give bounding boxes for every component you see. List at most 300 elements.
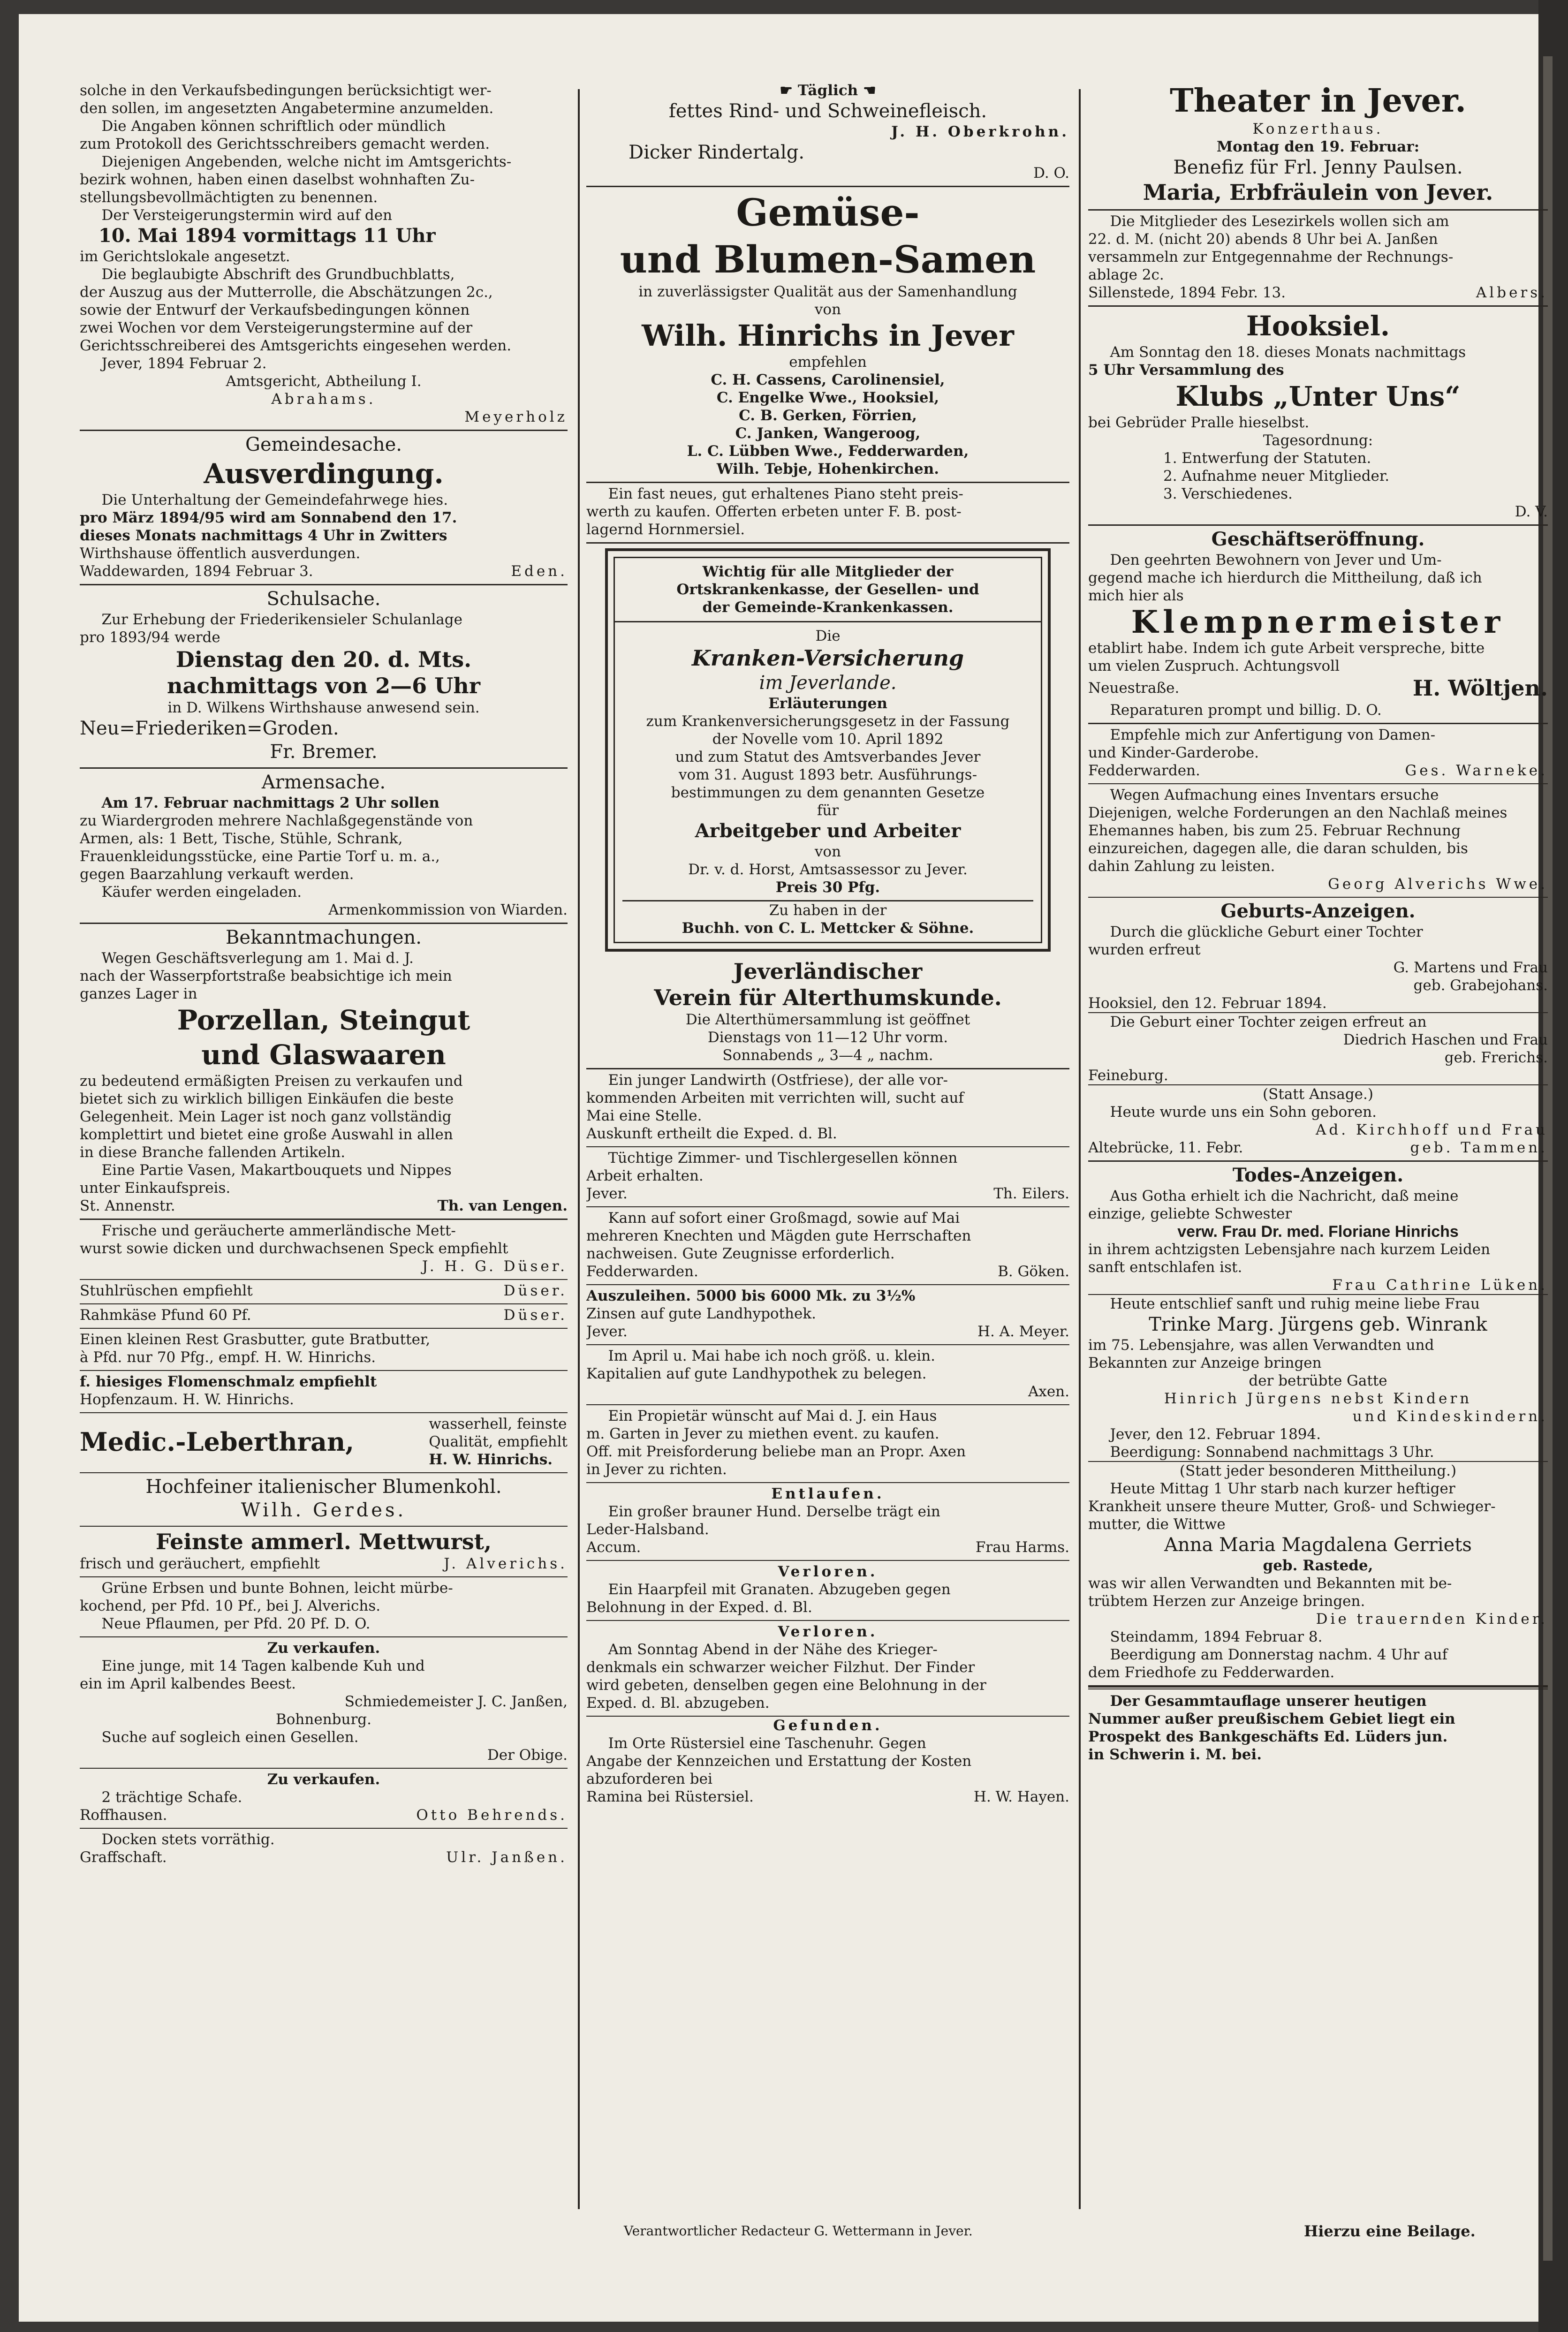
beilage-notice bbox=[1088, 1687, 1548, 1764]
ad-headline: und Blumen-Samen bbox=[620, 237, 1036, 281]
mettwurst-ad bbox=[80, 1220, 568, 1280]
text-line: in ihrem achtzigsten Lebensjahre nach kurzem Leiden bbox=[1088, 1241, 1491, 1258]
signature-place: Accum. bbox=[586, 1539, 641, 1556]
list-item: C. B. Gerken, Förrien, bbox=[739, 407, 917, 424]
inventar-ad bbox=[1088, 784, 1548, 898]
bookshop-name: Buchh. von C. L. Mettcker & Söhne. bbox=[682, 920, 974, 937]
text-line: Auszuleihen. 5000 bis 6000 Mk. zu 3½% bbox=[586, 1287, 916, 1304]
text-line: in diese Branche fallenden Artikeln. bbox=[80, 1144, 346, 1161]
text-line: wurden erfreut bbox=[1088, 941, 1201, 958]
schulsache-ad bbox=[80, 585, 568, 769]
beilage-footer: Hierzu eine Beilage. bbox=[1304, 2222, 1476, 2240]
signature-name: Th. Eilers. bbox=[993, 1185, 1069, 1202]
text-line: ablage 2c. bbox=[1088, 266, 1164, 283]
text-line: Heute entschlief sanft und ruhig meine liebe Frau bbox=[1110, 1295, 1480, 1312]
theater-ad bbox=[1088, 80, 1548, 211]
text-line: Aus Gotha erhielt ich die Nachricht, daß meine bbox=[1110, 1188, 1459, 1204]
signature-place: Steindamm, 1894 Februar 8. bbox=[1110, 1628, 1323, 1645]
section-title: Verloren. bbox=[778, 1563, 878, 1580]
text-line: Neue Pflaumen, per Pfd. 20 Pf. D. O. bbox=[101, 1615, 371, 1632]
hooksiel-ad bbox=[1088, 307, 1548, 526]
kuh-verkauf-ad bbox=[80, 1637, 568, 1769]
text-line: Hopfenzaum. H. W. Hinrichs. bbox=[80, 1391, 294, 1408]
text-line: 2 trächtige Schafe. bbox=[101, 1789, 242, 1806]
ad-headline: Klempnermeister bbox=[1131, 604, 1505, 640]
signature-place: Hooksiel, den 12. Februar 1894. bbox=[1088, 994, 1548, 1013]
list-item: 3. Verschiedenes. bbox=[1163, 485, 1293, 502]
signature-name: Th. van Lengen. bbox=[437, 1197, 568, 1214]
ad-headline: Theater in Jever. bbox=[1170, 82, 1466, 120]
ad-headline: Medic.-Leberthran, bbox=[80, 1427, 355, 1457]
signature-name: H. W. Hinrichs. bbox=[429, 1451, 553, 1468]
signature-name: Ulr. Janßen. bbox=[446, 1849, 568, 1866]
text-line: Mai eine Stelle. bbox=[586, 1107, 702, 1124]
ad-text: frisch und geräuchert, empfiehlt bbox=[80, 1555, 320, 1572]
signature-name: Ges. Warneke. bbox=[1405, 762, 1548, 779]
signature-place: Feineburg. bbox=[1088, 1067, 1548, 1085]
text-line: geb. Rastede, bbox=[1263, 1557, 1373, 1574]
todes-anzeigen bbox=[1088, 1162, 1548, 1687]
section-title: Bekanntmachungen. bbox=[226, 927, 422, 948]
text-line: einzureichen, dagegen alle, die daran schulden, bis bbox=[1088, 840, 1468, 857]
text-line: mutter, die Wittwe bbox=[1088, 1516, 1226, 1533]
erbsen-ad bbox=[80, 1577, 568, 1637]
signature-name: Schmiedemeister J. C. Janßen, bbox=[344, 1693, 568, 1710]
text-line: zu bedeutend ermäßigten Preisen zu verkaufen und bbox=[80, 1073, 463, 1090]
court-name: Amtsgericht, Abtheilung I. bbox=[226, 373, 422, 390]
burial-info: dem Friedhofe zu Fedderwarden. bbox=[1088, 1664, 1335, 1681]
text-line: in Jever zu richten. bbox=[586, 1461, 727, 1478]
ad-text: Stuhlrüschen empfiehlt bbox=[80, 1282, 253, 1299]
propietaer-ad bbox=[586, 1405, 1069, 1483]
text-line: Heute Mittag 1 Uhr starb nach kurzer heftiger bbox=[1110, 1480, 1455, 1497]
ad-headline: Maria, Erbfräulein von Jever. bbox=[1143, 180, 1493, 205]
section-title: Schulsache. bbox=[266, 588, 381, 610]
text-line: einzige, geliebte Schwester bbox=[1088, 1205, 1292, 1222]
text-line: Eine junge, mit 14 Tagen kalbende Kuh und bbox=[101, 1658, 425, 1674]
section-title: Geschäftseröffnung. bbox=[1211, 528, 1425, 550]
lesezirkel-ad bbox=[1088, 211, 1548, 307]
text-line: sowie der Entwurf der Verkaufsbedingungen können bbox=[80, 302, 470, 318]
text-line: Ein junger Landwirth (Ostfriese), der alle vor- bbox=[608, 1072, 948, 1089]
ad-headline: Gemüse- bbox=[736, 190, 920, 235]
editor-footer: Verantwortlicher Redacteur G. Wettermann in Jever. bbox=[624, 2223, 973, 2239]
text-line: Ein großer brauner Hund. Derselbe trägt ein bbox=[608, 1503, 940, 1520]
geburts-anzeigen bbox=[1088, 898, 1548, 1162]
text-line: Tagesordnung: bbox=[1263, 432, 1373, 449]
text-line: Die Mitglieder des Lesezirkels wollen sich am bbox=[1110, 213, 1449, 230]
signature-place: Waddewarden, 1894 Februar 3. bbox=[80, 563, 313, 580]
price-label: Preis 30 Pfg. bbox=[622, 878, 1033, 901]
text-line: empfehlen bbox=[789, 354, 867, 371]
text-line: mich hier als bbox=[1088, 587, 1184, 604]
text-line: 22. d. M. (nicht 20) abends 8 Uhr bei A. Janßen bbox=[1088, 231, 1438, 248]
section-title: Zu verkaufen. bbox=[267, 1771, 380, 1788]
text-line: wird gebeten, denselben gegen eine Belohnung in der bbox=[586, 1677, 986, 1694]
ad-headline: Porzellan, Steingut bbox=[177, 1004, 470, 1036]
verloren-haarpfeil-ad bbox=[586, 1561, 1069, 1621]
text-line: denkmals ein schwarzer weicher Filzhut. Der Finder bbox=[586, 1659, 975, 1676]
text-line: trübtem Herzen zur Anzeige bringen. bbox=[1088, 1593, 1365, 1610]
landwirth-ad bbox=[586, 1069, 1069, 1147]
text-line: à Pfd. nur 70 Pfg., empf. H. W. Hinrichs. bbox=[80, 1349, 376, 1366]
text-line: bezirk wohnen, haben einen daselbst wohnhaften Zu- bbox=[80, 171, 475, 188]
burial-info: Beerdigung am Donnerstag nachm. 4 Uhr auf bbox=[1110, 1646, 1448, 1663]
section-title: Entlaufen. bbox=[771, 1485, 885, 1502]
text-line: Wichtig für alle Mitglieder der bbox=[702, 563, 954, 580]
signature-place: Fedderwarden. bbox=[586, 1263, 698, 1280]
text-line: was wir allen Verwandten und Bekannten mit be- bbox=[1088, 1575, 1452, 1592]
gefunden-ad bbox=[586, 1717, 1069, 1806]
signature-place: Fedderwarden. bbox=[1088, 762, 1200, 779]
text-line: im Gerichtslokale angesetzt. bbox=[80, 248, 290, 265]
docken-ad bbox=[80, 1829, 568, 1866]
ad-text: Dicker Rindertalg. bbox=[629, 142, 805, 163]
text-line: Ehemannes haben, bis zum 25. Februar Rechnung bbox=[1088, 822, 1461, 839]
text-line: vom 31. August 1893 betr. Ausführungs- bbox=[678, 766, 977, 783]
section-title: Geburts-Anzeigen. bbox=[1220, 900, 1416, 922]
text-line: Tüchtige Zimmer- und Tischlergesellen können bbox=[608, 1150, 958, 1166]
text-line: Bekannten zur Anzeige bringen bbox=[1088, 1355, 1322, 1371]
text-line: solche in den Verkaufsbedingungen berücksichtigt wer- bbox=[80, 82, 492, 99]
ad-headline: und Glaswaaren bbox=[201, 1039, 446, 1071]
text-line: gegen Baarzahlung verkauft werden. bbox=[80, 866, 354, 883]
text-line: Käufer werden eingeladen. bbox=[101, 884, 302, 901]
text-line: komplettirt und bietet eine große Auswahl in allen bbox=[80, 1126, 453, 1143]
list-item: 1. Entwerfung der Statuten. bbox=[1163, 450, 1371, 467]
signature-name: Wilh. Gerdes. bbox=[241, 1499, 407, 1521]
column-rule-1 bbox=[578, 89, 580, 2209]
text-line: Zinsen auf gute Landhypothek. bbox=[586, 1305, 817, 1322]
court-signature: Abrahams. bbox=[271, 391, 376, 408]
signature-name: Die trauernden Kinder. bbox=[1316, 1611, 1548, 1628]
grasbutter-ad bbox=[80, 1329, 568, 1371]
signature-place: Jever. bbox=[586, 1323, 628, 1340]
signature-name: geb. Tammen. bbox=[1410, 1139, 1548, 1156]
text-line: von bbox=[814, 301, 841, 318]
deceased-name: Trinke Marg. Jürgens geb. Winrank bbox=[1149, 1314, 1487, 1335]
text-line: Jever, 1894 Februar 2. bbox=[101, 355, 267, 372]
signature-name: G. Martens und Frau bbox=[1393, 959, 1548, 976]
text-line: in Schwerin i. M. bei. bbox=[1088, 1746, 1262, 1763]
text-line: dieses Monats nachmittags 4 Uhr in Zwitters bbox=[80, 527, 447, 544]
text-line: Grüne Erbsen und bunte Bohnen, leicht mürbe- bbox=[101, 1580, 453, 1597]
signature-name: Hinrich Jürgens nebst Kindern bbox=[1164, 1390, 1472, 1407]
text-line: zwei Wochen vor dem Versteigerungstermine auf der bbox=[80, 319, 473, 336]
text-line: gegend mache ich hierdurch die Mittheilung, daß ich bbox=[1088, 569, 1482, 586]
text-line: Zu haben in der bbox=[769, 902, 887, 919]
text-line: Diejenigen Angebenden, welche nicht im Amtsgerichts- bbox=[101, 153, 512, 170]
ad-headline: Feinste ammerl. Mettwurst, bbox=[155, 1529, 492, 1554]
signature-name: und Kindeskindern. bbox=[1352, 1408, 1548, 1425]
text-line: Kapitalien auf gute Landhypothek zu belegen. bbox=[586, 1365, 927, 1382]
garderobe-ad bbox=[1088, 724, 1548, 784]
burial-info: Beerdigung: Sonnabend nachmittags 3 Uhr. bbox=[1088, 1443, 1548, 1462]
text-line: Durch die glückliche Geburt einer Tochter bbox=[1110, 924, 1423, 940]
text-line: Konzerthaus. bbox=[1252, 121, 1384, 137]
list-item: 2. Aufnahme neuer Mitglieder. bbox=[1163, 468, 1390, 485]
text-line: kommenden Arbeiten mit verrichten will, sucht auf bbox=[586, 1090, 964, 1106]
text-line: bietet sich zu wirklich billigen Einkäufen die beste bbox=[80, 1090, 454, 1107]
signature-name: Diedrich Haschen und Frau bbox=[1343, 1031, 1548, 1048]
ad-headline: Klubs „Unter Uns“ bbox=[1175, 380, 1461, 412]
pointing-hand-icon: ☛ bbox=[780, 82, 798, 99]
ad-headline: Ausverdingung. bbox=[204, 458, 444, 490]
fleisch-ad bbox=[586, 80, 1069, 187]
text-line: Wirthshause öffentlich ausverdungen. bbox=[80, 545, 361, 562]
text-line: kochend, per Pfd. 10 Pf., bei J. Alverichs. bbox=[80, 1598, 381, 1614]
text-line: im 75. Lebensjahre, was allen Verwandten und bbox=[1088, 1337, 1434, 1354]
text-line: Am Sonntag den 18. dieses Monats nachmittags bbox=[1110, 344, 1466, 361]
text-line: Montag den 19. Februar: bbox=[1216, 138, 1420, 155]
text-line: Krankheit unsere theure Mutter, Groß- und Schwieger- bbox=[1088, 1498, 1496, 1515]
verloren-filzhut-ad bbox=[586, 1621, 1069, 1717]
column-2 bbox=[586, 80, 1069, 1806]
signature-name: Düser. bbox=[503, 1307, 568, 1324]
signature-name: geb. Frerichs. bbox=[1444, 1049, 1548, 1066]
text-line: Ein fast neues, gut erhaltenes Piano steht preis- bbox=[608, 485, 963, 502]
text-line: Off. mit Preisforderung beliebe man an Propr. Axen bbox=[586, 1443, 966, 1460]
ad-subtitle: im Jeverlande. bbox=[759, 672, 897, 694]
text-line: den sollen, im angesetzten Angabetermine anzumelden. bbox=[80, 100, 494, 117]
signature-place: Jever. bbox=[586, 1185, 628, 1202]
text-line: unter Einkaufspreis. bbox=[80, 1180, 231, 1196]
text-line: Der Versteigerungstermin wird auf den bbox=[101, 207, 393, 224]
text-line: Die Geburt einer Tochter zeigen erfreut an bbox=[1110, 1014, 1427, 1030]
list-item: C. Engelke Wwe., Hooksiel, bbox=[716, 389, 939, 406]
ad-headline: Hochfeiner italienischer Blumenkohl. bbox=[145, 1476, 502, 1498]
text-line: der Novelle vom 10. April 1892 bbox=[712, 731, 944, 748]
signature-name: D. V. bbox=[1515, 503, 1548, 520]
place-name: Neu=Friederiken=Groden. bbox=[80, 718, 339, 739]
signature-name: H. W. Hayen. bbox=[973, 1788, 1069, 1805]
text-line: stellungsbevollmächtigten zu benennen. bbox=[80, 189, 378, 206]
signature-place: Roffhausen. bbox=[80, 1807, 167, 1824]
text-line: Die Unterhaltung der Gemeindefahrwege hies. bbox=[101, 492, 448, 508]
list-item: Wilh. Tebje, Hohenkirchen. bbox=[716, 461, 939, 477]
signature-place: Ramina bei Rüstersiel. bbox=[586, 1788, 754, 1805]
text-line: ganzes Lager in bbox=[80, 985, 197, 1002]
text-line: Suche auf sogleich einen Gesellen. bbox=[101, 1729, 359, 1746]
signature-place: Bohnenburg. bbox=[275, 1711, 371, 1728]
text-line: von bbox=[814, 843, 841, 860]
text-line: um vielen Zuspruch. Achtungsvoll bbox=[1088, 658, 1340, 674]
ad-headline: fettes Rind- und Schweinefleisch. bbox=[668, 100, 987, 122]
text-line: mehreren Knechten und Mägden gute Herrschaften bbox=[586, 1227, 971, 1244]
text-line: Die bbox=[815, 628, 841, 644]
text-line: Sonnabends „ 3—4 „ nachm. bbox=[722, 1047, 933, 1064]
text-line: f. hiesiges Flomenschmalz empfiehlt bbox=[80, 1373, 377, 1390]
signature-name: Düser. bbox=[503, 1282, 568, 1299]
leberthran-ad bbox=[80, 1413, 568, 1473]
gemeindesache-ad bbox=[80, 431, 568, 585]
text-line: Ein Haarpfeil mit Granaten. Abzugeben gegen bbox=[608, 1581, 951, 1598]
text-line: Docken stets vorräthig. bbox=[101, 1831, 275, 1848]
text-line: wurst sowie dicken und durchwachsenen Speck empfiehlt bbox=[80, 1240, 508, 1257]
text-line: und zum Statut des Amtsverbandes Jever bbox=[675, 749, 981, 765]
auction-notice bbox=[80, 80, 568, 431]
klempner-ad bbox=[1088, 526, 1548, 724]
text-line: Den geehrten Bewohnern von Jever und Um- bbox=[1110, 552, 1442, 568]
ad-headline: Kranken-Versicherung bbox=[691, 645, 964, 671]
text-line: abzuforderen bei bbox=[586, 1771, 712, 1787]
ad-headline: Hooksiel. bbox=[1246, 310, 1390, 342]
text-line: Belohnung in der Exped. d. Bl. bbox=[586, 1599, 812, 1616]
column-1 bbox=[80, 80, 568, 1866]
text-line: werth zu kaufen. Offerten erbeten unter F. B. post- bbox=[586, 503, 962, 520]
text-line: pro 1893/94 werde bbox=[80, 629, 220, 646]
text-line: Diejenigen, welche Forderungen an den Nachlaß meines bbox=[1088, 804, 1507, 821]
text-line: Heute wurde uns ein Sohn geboren. bbox=[1110, 1104, 1377, 1121]
rahmkaese-ad bbox=[80, 1304, 568, 1329]
text-line: Am 17. Februar nachmittags 2 Uhr sollen bbox=[101, 795, 439, 811]
signature-place: Graffschaft. bbox=[80, 1849, 167, 1866]
text-line: Qualität, empfiehlt bbox=[429, 1433, 568, 1450]
list-item: C. Janken, Wangeroog, bbox=[735, 425, 921, 442]
ammerl-mettwurst-ad bbox=[80, 1527, 568, 1577]
column-rule-2 bbox=[1079, 89, 1081, 2209]
deceased-name: Anna Maria Magdalena Gerriets bbox=[1164, 1534, 1472, 1556]
signature-name: J. H. G. Düser. bbox=[422, 1258, 568, 1275]
text-line: Die beglaubigte Abschrift des Grundbuchblatts, bbox=[101, 266, 455, 283]
schafe-verkauf-ad bbox=[80, 1769, 568, 1829]
ad-headline: nachmittags von 2—6 Uhr bbox=[167, 673, 480, 698]
ad-text: Rahmkäse Pfund 60 Pf. bbox=[80, 1307, 251, 1324]
text-line: Die Angaben können schriftlich oder mündlich bbox=[101, 118, 446, 135]
signature-place: Altebrücke, 11. Febr. bbox=[1088, 1139, 1243, 1156]
text-line: (Statt Ansage.) bbox=[1263, 1086, 1373, 1103]
section-title: Gefunden. bbox=[773, 1717, 883, 1734]
text-line: in zuverlässigster Qualität aus der Samenhandlung bbox=[638, 283, 1017, 300]
text-line: Angabe der Kennzeichen und Erstattung der Kosten bbox=[586, 1753, 972, 1770]
signature-name: H. Wöltjen. bbox=[1412, 675, 1548, 701]
text-line: pro März 1894/95 wird am Sonnabend den 17. bbox=[80, 509, 457, 526]
text-line: Wegen Geschäftsverlegung am 1. Mai d. J. bbox=[101, 950, 414, 967]
text-line: nachweisen. Gute Zeugnisse erforderlich. bbox=[586, 1245, 895, 1262]
ad-headline: Dienstag den 20. d. Mts. bbox=[175, 647, 472, 672]
signature-name: Georg Alverichs Wwe. bbox=[1328, 876, 1548, 893]
porzellan-ad bbox=[80, 924, 568, 1220]
signature-name: H. A. Meyer. bbox=[977, 1323, 1069, 1340]
text-line: Armen, als: 1 Bett, Tische, Stühle, Schrank, bbox=[80, 830, 403, 847]
text-line: Nummer außer preußischem Gebiet liegt ein bbox=[1088, 1711, 1455, 1727]
hand-pointer-label bbox=[586, 82, 1069, 99]
signature-name: Ad. Kirchhoff und Frau bbox=[1316, 1121, 1548, 1138]
text-line: Dienstags von 11—12 Uhr vorm. bbox=[707, 1029, 948, 1046]
section-title: Gemeindesache. bbox=[245, 434, 402, 455]
text-line: ein im April kalbendes Beest. bbox=[80, 1675, 296, 1692]
entlaufen-ad bbox=[586, 1483, 1069, 1561]
text-line: bestimmungen zu dem genannten Gesetze bbox=[671, 784, 985, 801]
text-line: Prospekt des Bankgeschäfts Ed. Lüders jun. bbox=[1088, 1728, 1448, 1745]
text-line: der Gemeinde-Krankenkassen. bbox=[702, 599, 954, 616]
signature-name: Albers. bbox=[1476, 284, 1548, 301]
text-line: (Statt jeder besonderen Mittheilung.) bbox=[1179, 1462, 1457, 1479]
text-line: nach der Wasserpfortstraße beabsichtige ich mein bbox=[80, 968, 452, 984]
text-line: Die Alterthümersammlung ist geöffnet bbox=[685, 1011, 970, 1028]
text-line: bei Gebrüder Pralle hieselbst. bbox=[1088, 414, 1310, 431]
signature-place: Sillenstede, 1894 Febr. 13. bbox=[1088, 284, 1286, 301]
text-line: etablirt habe. Indem ich gute Arbeit verspreche, bitte bbox=[1088, 640, 1485, 657]
signature-place: St. Annenstr. bbox=[80, 1197, 175, 1214]
text-line: versammeln zur Entgegennahme der Rechnungs- bbox=[1088, 249, 1454, 265]
text-line: Empfehle mich zur Anfertigung von Damen- bbox=[1110, 727, 1436, 743]
signature-name: Axen. bbox=[1028, 1383, 1069, 1400]
text-line: Leder-Halsband. bbox=[586, 1521, 709, 1538]
text-line: zu Wiardergroden mehrere Nachlaßgegenstände von bbox=[80, 812, 473, 829]
armensache-ad bbox=[80, 769, 568, 924]
text-line: zum Protokoll des Gerichtsschreibers gemacht werden. bbox=[80, 136, 490, 152]
text-line: Einen kleinen Rest Grasbutter, gute Bratbutter, bbox=[80, 1331, 431, 1348]
deceased-name: verw. Frau Dr. med. Floriane Hinrichs bbox=[1177, 1223, 1459, 1241]
section-title: Verloren. bbox=[778, 1623, 878, 1640]
text-line: Frauenkleidungsstücke, eine Partie Torf u. m. a., bbox=[80, 848, 440, 865]
text-line: Im April u. Mai habe ich noch größ. u. klein. bbox=[608, 1348, 935, 1364]
text-line: der Auszug aus der Mutterrolle, die Abschätzungen 2c., bbox=[80, 284, 493, 301]
samen-ad bbox=[586, 187, 1069, 483]
ad-headline: Arbeitgeber und Arbeiter bbox=[695, 820, 961, 842]
text-line: Ein Propietär wünscht auf Mai d. J. ein Haus bbox=[608, 1408, 937, 1424]
text-line: Im Orte Rüstersiel eine Taschenuhr. Gegen bbox=[608, 1735, 926, 1752]
text-line: und Kinder-Garderobe. bbox=[1088, 744, 1259, 761]
text-line: Am Sonntag Abend in der Nähe des Krieger- bbox=[608, 1641, 938, 1658]
signature-name: Der Obige. bbox=[487, 1747, 568, 1764]
text-line: Gerichtsschreiberei des Amtsgerichts eingesehen werden. bbox=[80, 337, 512, 354]
list-item: C. H. Cassens, Carolinensiel, bbox=[711, 371, 945, 388]
ad-label: Täglich bbox=[797, 82, 858, 99]
text-line: Erläuterungen bbox=[768, 695, 887, 712]
text-line: Kann auf sofort einer Großmagd, sowie auf Mai bbox=[608, 1210, 960, 1227]
court-signature-2: Meyerholz bbox=[464, 409, 568, 425]
kapitalien-ad bbox=[586, 1345, 1069, 1405]
signature-name: der betrübte Gatte bbox=[1249, 1372, 1387, 1389]
ad-headline: Verein für Alterthumskunde. bbox=[654, 985, 1002, 1010]
grossmagd-ad bbox=[586, 1207, 1069, 1285]
section-title: Armensache. bbox=[261, 772, 386, 793]
flomenschmalz-ad bbox=[80, 1371, 568, 1413]
signature-name: Armenkommission von Wiarden. bbox=[328, 901, 568, 918]
text-line: Reparaturen prompt und billig. D. O. bbox=[1110, 702, 1382, 719]
text-line: Eine Partie Vasen, Makartbouquets und Nippes bbox=[101, 1162, 452, 1179]
signature-name: D. O. bbox=[1033, 165, 1069, 182]
signature-name: J. H. Oberkrohn. bbox=[891, 123, 1069, 140]
section-title: Zu verkaufen. bbox=[267, 1640, 380, 1657]
signature-place: Neuestraße. bbox=[1088, 680, 1180, 697]
signature-name: J. Alverichs. bbox=[444, 1555, 568, 1572]
text-line: dahin Zahlung zu leisten. bbox=[1088, 858, 1275, 875]
text-line: sanft entschlafen ist. bbox=[1088, 1259, 1242, 1276]
text-line: 5 Uhr Versammlung des bbox=[1088, 362, 1284, 379]
text-line: m. Garten in Jever zu miethen event. zu kaufen. bbox=[586, 1425, 939, 1442]
text-line: Gelegenheit. Mein Lager ist noch ganz vollständig bbox=[80, 1108, 452, 1125]
text-line: Ortskrankenkasse, der Gesellen- und bbox=[676, 581, 979, 598]
auction-date: 10. Mai 1894 vormittags 11 Uhr bbox=[98, 225, 436, 247]
list-item: L. C. Lübben Wwe., Fedderwarden, bbox=[687, 443, 969, 460]
piano-ad bbox=[586, 483, 1069, 544]
text-line: Exped. d. Bl. abzugeben. bbox=[586, 1695, 770, 1711]
signature-name: B. Göken. bbox=[998, 1263, 1069, 1280]
text-line: Frische und geräucherte ammerländische Mett- bbox=[101, 1222, 456, 1239]
signature-name: Fr. Bremer. bbox=[270, 741, 378, 763]
signature-name: Eden. bbox=[511, 563, 568, 580]
signature-name: Otto Behrends. bbox=[416, 1807, 568, 1824]
blumenkohl-ad bbox=[80, 1473, 568, 1527]
ad-headline: Benefiz für Frl. Jenny Paulsen. bbox=[1173, 157, 1463, 178]
text-line: wasserhell, feinste bbox=[429, 1416, 567, 1432]
text-line: in D. Wilkens Wirthshause anwesend sein. bbox=[167, 699, 480, 716]
pointing-hand-icon: ☚ bbox=[858, 82, 876, 99]
column-3 bbox=[1088, 80, 1548, 1764]
